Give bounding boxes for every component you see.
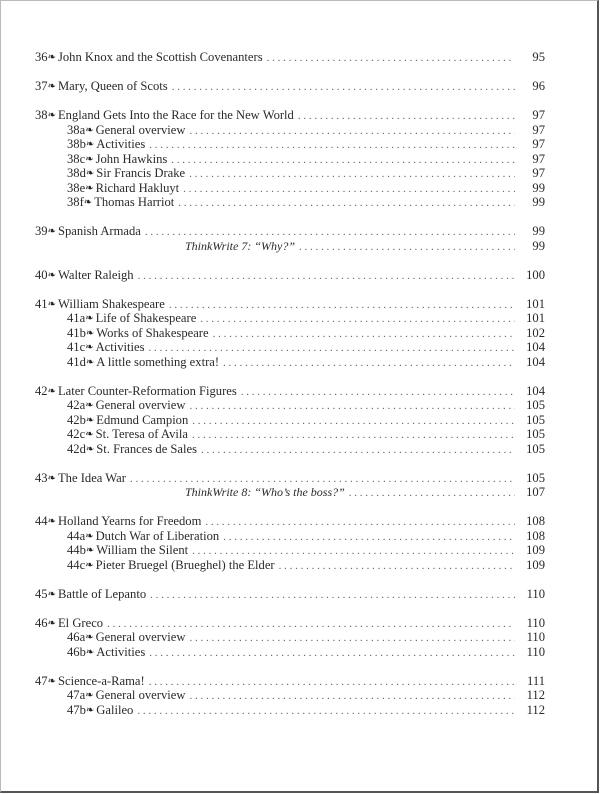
entry-number: 42b xyxy=(67,412,86,427)
toc-subentry[interactable] xyxy=(35,123,545,138)
page-number: 101 xyxy=(526,296,545,311)
dot-leader xyxy=(172,80,515,95)
entry-title[interactable]: John Knox and the Scottish Covenanters xyxy=(57,50,263,64)
entry-title[interactable]: ThinkWrite 8: “Who’s the boss?” xyxy=(185,485,345,499)
page-number: 97 xyxy=(532,137,545,151)
page-number: 105 xyxy=(526,441,545,456)
fleuron-icon: ❧ xyxy=(85,690,94,701)
dot-leader xyxy=(145,225,515,240)
dot-leader xyxy=(223,356,515,371)
fleuron-icon: ❧ xyxy=(85,646,95,658)
entry-number: 39 xyxy=(35,224,48,238)
page-number: 97 xyxy=(532,166,545,180)
toc-group xyxy=(35,514,545,572)
dot-leader xyxy=(183,182,515,197)
toc-entry[interactable] xyxy=(35,384,545,399)
page-number: 111 xyxy=(527,673,545,688)
entry-title[interactable]: Spanish Armada xyxy=(57,224,141,238)
entry-number: 37 xyxy=(35,79,48,93)
page-number: 105 xyxy=(526,427,545,441)
fleuron-icon: ❧ xyxy=(85,153,94,165)
page-number: 99 xyxy=(532,195,545,209)
toc-group xyxy=(35,108,545,210)
entry-title[interactable]: England Gets Into the Race for the New World xyxy=(57,108,294,122)
toc-group xyxy=(35,268,545,283)
dot-leader xyxy=(149,646,515,661)
fleuron-icon: ❧ xyxy=(85,168,95,179)
dot-leader xyxy=(189,631,515,646)
page-number: 110 xyxy=(526,644,545,659)
toc-entry[interactable] xyxy=(35,471,545,486)
entry-title[interactable]: Richard Hakluyt xyxy=(95,180,180,195)
entry-number: 41b xyxy=(67,325,86,340)
entry-title[interactable]: Holland Yearns for Freedom xyxy=(57,514,202,528)
toc-subentry[interactable] xyxy=(35,137,545,152)
toc-group xyxy=(35,50,545,65)
toc-subentry[interactable] xyxy=(35,529,545,544)
page-number: 110 xyxy=(526,630,545,644)
page-number: 99 xyxy=(532,180,545,195)
dot-leader xyxy=(189,399,515,414)
fleuron-icon: ❧ xyxy=(85,704,95,716)
entry-number: 46b xyxy=(67,644,86,659)
page-number: 104 xyxy=(526,354,545,369)
page-number: 104 xyxy=(526,383,545,398)
entry-number: 41d xyxy=(67,354,86,369)
entry-title[interactable]: ThinkWrite 7: “Why?” xyxy=(185,238,295,253)
fleuron-icon: ❧ xyxy=(85,414,95,426)
page-number: 105 xyxy=(526,412,545,427)
dot-leader xyxy=(267,51,515,66)
page-number: 110 xyxy=(526,615,545,630)
entry-title[interactable]: St. Teresa of Avila xyxy=(95,427,188,441)
entry-number: 42a xyxy=(67,398,86,412)
entry-number: 42 xyxy=(35,383,48,398)
fleuron-icon: ❧ xyxy=(47,81,56,92)
entry-title[interactable]: St. Frances de Sales xyxy=(96,441,198,456)
toc-group xyxy=(35,79,545,94)
dot-leader xyxy=(201,443,515,458)
page-number: 109 xyxy=(526,557,545,572)
page-number: 107 xyxy=(526,485,545,499)
toc-subentry[interactable] xyxy=(35,630,545,645)
page-number: 99 xyxy=(532,224,545,238)
entry-number: 42c xyxy=(67,427,86,441)
dot-leader xyxy=(171,153,515,168)
page-number: 99 xyxy=(532,238,545,253)
toc-entry[interactable] xyxy=(35,514,545,529)
entry-number: 38e xyxy=(67,180,86,195)
entry-title[interactable]: General overview xyxy=(95,688,186,702)
entry-title[interactable]: Dutch War of Liberation xyxy=(95,528,220,543)
fleuron-icon: ❧ xyxy=(47,385,56,397)
dot-leader xyxy=(107,617,515,632)
toc-subentry[interactable] xyxy=(35,398,545,413)
page-number: 97 xyxy=(532,108,545,122)
dot-leader xyxy=(298,109,515,124)
entry-title[interactable]: Later Counter-Reformation Figures xyxy=(57,383,237,398)
page-number: 105 xyxy=(526,398,545,412)
toc-subentry[interactable] xyxy=(35,543,545,558)
dot-leader xyxy=(138,269,515,284)
dot-leader xyxy=(189,124,515,139)
toc-group xyxy=(35,471,545,500)
page-number: 112 xyxy=(526,688,545,702)
dot-leader xyxy=(223,530,515,545)
toc-group xyxy=(35,384,545,457)
entry-number: 38c xyxy=(67,151,86,166)
dot-leader xyxy=(279,559,515,574)
toc-subentry[interactable] xyxy=(35,427,545,442)
toc-subentry[interactable] xyxy=(35,311,545,326)
entry-number: 44a xyxy=(67,528,86,543)
fleuron-icon: ❧ xyxy=(85,327,95,339)
entry-title[interactable]: Activities xyxy=(95,340,145,354)
entry-number: 41 xyxy=(35,296,48,311)
fleuron-icon: ❧ xyxy=(85,313,94,324)
fleuron-icon: ❧ xyxy=(47,269,56,281)
fleuron-icon: ❧ xyxy=(47,472,56,484)
page-number: 109 xyxy=(526,543,545,557)
entry-number: 38a xyxy=(67,122,86,137)
dot-leader xyxy=(213,327,515,342)
toc-subentry[interactable] xyxy=(35,181,545,196)
toc-group xyxy=(35,297,545,370)
entry-title[interactable]: General overview xyxy=(95,630,186,644)
entry-title[interactable]: General overview xyxy=(95,122,186,137)
dot-leader xyxy=(200,312,515,327)
entry-number: 41a xyxy=(67,311,86,325)
dot-leader xyxy=(130,472,515,487)
toc-group xyxy=(35,616,545,660)
toc-subentry[interactable] xyxy=(35,558,545,573)
fleuron-icon: ❧ xyxy=(85,124,94,136)
entry-title[interactable]: General overview xyxy=(95,398,186,412)
dot-leader xyxy=(192,414,515,429)
page-number: 101 xyxy=(526,311,545,325)
fleuron-icon: ❧ xyxy=(47,52,56,63)
toc-subentry[interactable] xyxy=(35,442,545,457)
entry-number: 47a xyxy=(67,688,86,702)
entry-title[interactable]: Activities xyxy=(96,137,146,151)
dot-leader xyxy=(149,138,515,153)
fleuron-icon: ❧ xyxy=(47,675,56,687)
dot-leader xyxy=(299,240,515,255)
entry-title[interactable]: El Greco xyxy=(57,615,104,630)
toc-group xyxy=(35,587,545,602)
dot-leader xyxy=(205,515,515,530)
toc-entry[interactable] xyxy=(35,587,545,602)
toc-entry[interactable] xyxy=(35,224,545,239)
page-number: 108 xyxy=(526,514,545,528)
toc-subentry[interactable] xyxy=(35,166,545,181)
fleuron-icon: ❧ xyxy=(47,298,56,310)
toc-subentry[interactable] xyxy=(35,326,545,341)
toc-entry[interactable] xyxy=(35,616,545,631)
entry-number: 38f xyxy=(67,195,84,209)
toc-subentry[interactable] xyxy=(35,355,545,370)
toc-subentry[interactable] xyxy=(35,152,545,167)
entry-title[interactable]: Thomas Harriot xyxy=(94,195,175,209)
fleuron-icon: ❧ xyxy=(47,516,56,527)
entry-title[interactable]: John Hawkins xyxy=(95,151,168,166)
fleuron-icon: ❧ xyxy=(47,617,56,629)
entry-number: 47b xyxy=(67,702,86,717)
entry-title[interactable]: William the Silent xyxy=(96,543,189,557)
toc-subentry[interactable] xyxy=(35,340,545,355)
fleuron-icon: ❧ xyxy=(85,443,95,455)
entry-number: 43 xyxy=(35,470,48,485)
dot-leader xyxy=(192,544,515,559)
dot-leader xyxy=(349,486,515,501)
entry-title[interactable]: Works of Shakespeare xyxy=(96,325,209,340)
entry-number: 44c xyxy=(67,557,86,572)
toc-subentry[interactable] xyxy=(35,688,545,703)
fleuron-icon: ❧ xyxy=(85,400,94,411)
dot-leader xyxy=(149,341,515,356)
toc-entry[interactable] xyxy=(35,268,545,283)
fleuron-icon: ❧ xyxy=(85,530,94,542)
page-number: 105 xyxy=(526,470,545,485)
fleuron-icon: ❧ xyxy=(47,226,56,237)
fleuron-icon: ❧ xyxy=(85,545,95,556)
fleuron-icon: ❧ xyxy=(85,559,94,571)
entry-number: 47 xyxy=(35,673,48,688)
entry-title[interactable]: Battle of Lepanto xyxy=(57,586,147,601)
entry-number: 42d xyxy=(67,441,86,456)
page-number: 97 xyxy=(532,151,545,166)
dot-leader xyxy=(192,428,515,443)
fleuron-icon: ❧ xyxy=(85,356,95,368)
toc-group xyxy=(35,674,545,718)
toc-entry[interactable] xyxy=(35,108,545,123)
page-number: 110 xyxy=(526,586,545,601)
toc-thinkwrite-entry[interactable] xyxy=(35,485,545,500)
dot-leader xyxy=(189,689,515,704)
toc-entry[interactable] xyxy=(35,297,545,312)
page-number: 96 xyxy=(532,79,545,93)
dot-leader xyxy=(178,196,515,211)
page-number: 108 xyxy=(526,528,545,543)
toc-subentry[interactable] xyxy=(35,413,545,428)
dot-leader xyxy=(169,298,515,313)
entry-number: 46 xyxy=(35,615,48,630)
toc-subentry[interactable] xyxy=(35,195,545,210)
entry-number: 46a xyxy=(67,630,86,644)
entry-number: 45 xyxy=(35,586,48,601)
entry-number: 44b xyxy=(67,543,86,557)
page-number: 102 xyxy=(526,325,545,340)
entry-title[interactable]: Edmund Campion xyxy=(96,412,189,427)
entry-number: 38d xyxy=(67,166,86,180)
entry-number: 40 xyxy=(35,267,48,282)
toc-subentry[interactable] xyxy=(35,645,545,660)
toc-entry[interactable] xyxy=(35,79,545,94)
table-of-contents xyxy=(35,50,545,732)
entry-number: 38 xyxy=(35,108,48,122)
entry-title[interactable]: Activities xyxy=(96,644,146,659)
page-number: 97 xyxy=(532,122,545,137)
entry-number: 36 xyxy=(35,50,48,64)
toc-thinkwrite-entry[interactable] xyxy=(35,239,545,254)
page-number: 104 xyxy=(526,340,545,354)
dot-leader xyxy=(241,385,515,400)
fleuron-icon: ❧ xyxy=(85,342,94,353)
fleuron-icon: ❧ xyxy=(85,632,94,643)
fleuron-icon: ❧ xyxy=(85,139,95,150)
toc-entry[interactable] xyxy=(35,50,545,65)
fleuron-icon: ❧ xyxy=(47,110,56,121)
dot-leader xyxy=(150,588,515,603)
entry-title[interactable]: The Idea War xyxy=(57,470,126,485)
entry-title[interactable]: Walter Raleigh xyxy=(57,267,134,282)
dot-leader xyxy=(189,167,515,182)
entry-title[interactable]: Sir Francis Drake xyxy=(96,166,186,180)
page-number: 100 xyxy=(526,267,545,282)
entry-number: 44 xyxy=(35,514,48,528)
entry-title[interactable]: Pieter Bruegel (Brueghel) the Elder xyxy=(95,557,275,572)
entry-title[interactable]: A little something extra! xyxy=(96,354,220,369)
entry-title[interactable]: Galileo xyxy=(96,702,134,717)
toc-entry[interactable] xyxy=(35,674,545,689)
fleuron-icon: ❧ xyxy=(83,197,93,208)
toc-subentry[interactable] xyxy=(35,703,545,718)
dot-leader xyxy=(149,675,515,690)
entry-number: 38b xyxy=(67,137,86,151)
fleuron-icon: ❧ xyxy=(85,429,94,440)
dot-leader xyxy=(137,704,515,719)
fleuron-icon: ❧ xyxy=(47,588,56,600)
entry-title[interactable]: Science-a-Rama! xyxy=(57,673,145,688)
entry-title[interactable]: William Shakespeare xyxy=(57,296,165,311)
page-number: 112 xyxy=(526,702,545,717)
page-number: 95 xyxy=(532,50,545,64)
entry-title[interactable]: Life of Shakespeare xyxy=(95,311,197,325)
entry-number: 41c xyxy=(67,340,86,354)
toc-group xyxy=(35,224,545,253)
fleuron-icon: ❧ xyxy=(85,182,94,194)
entry-title[interactable]: Mary, Queen of Scots xyxy=(57,79,168,93)
